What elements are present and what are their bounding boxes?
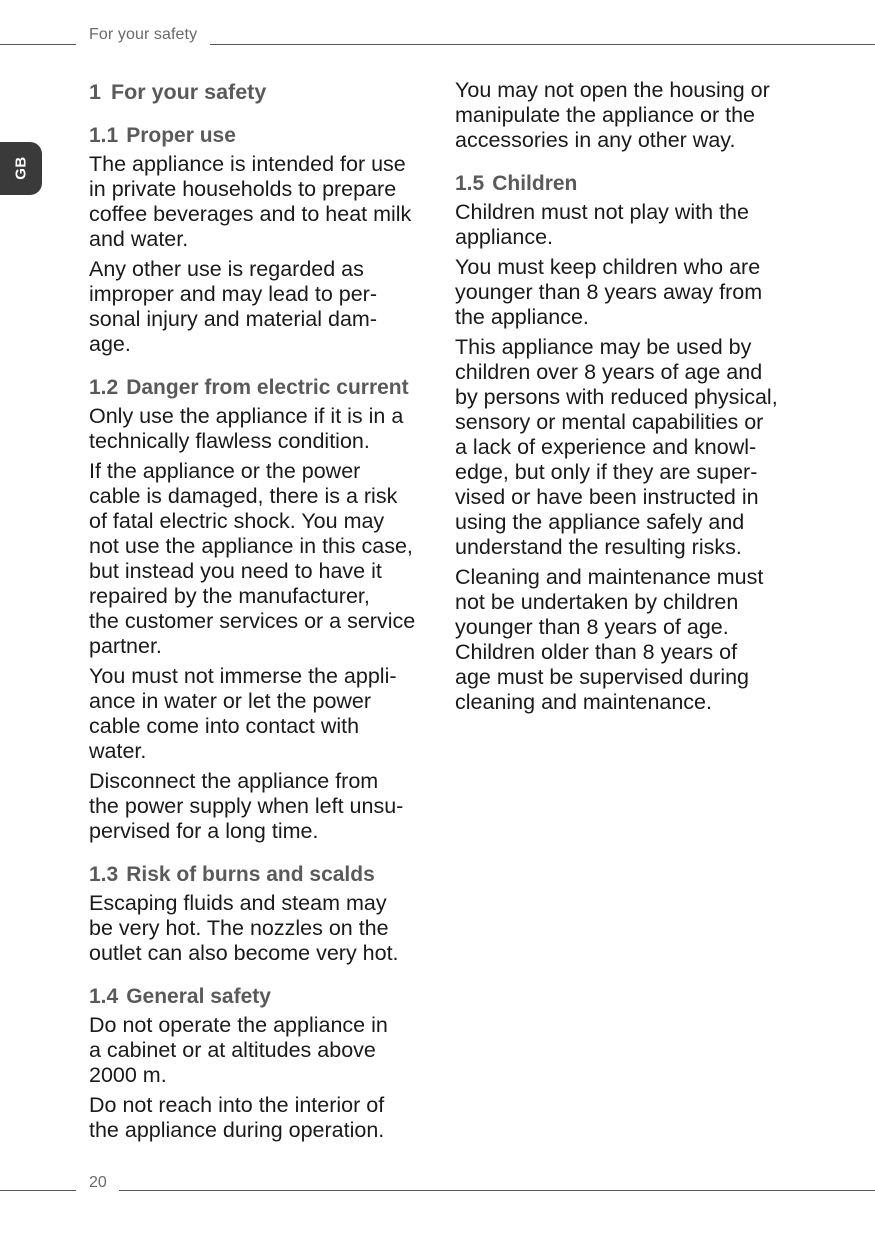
subsection-number: 1.4 <box>89 985 119 1008</box>
footer-rule-left <box>0 1190 76 1191</box>
language-tab <box>0 142 42 195</box>
page-footer <box>0 1170 875 1196</box>
left-column <box>89 78 429 1148</box>
right-column <box>455 78 795 720</box>
paragraph: Cleaning and maintenance must not be undertaken by children younger than 8 years of age. Children older than 8 years of age must be supervised during cleaning and maintenance. <box>455 565 764 714</box>
footer-rule-right <box>119 1190 875 1191</box>
subsection-title-text: General safety <box>126 985 271 1008</box>
section-title <box>89 80 429 105</box>
language-tab-label: GB <box>12 156 30 180</box>
subsection-number: 1.2 <box>89 376 119 399</box>
subsection-title-text: Danger from electric current <box>126 376 409 399</box>
paragraph: You may not open the housing or manipulate the appliance or the accessories in any other way. <box>455 78 770 152</box>
subsection-electric <box>89 375 429 844</box>
subsection-title <box>89 123 429 148</box>
paragraph: Do not operate the appliance in a cabinet or at altitudes above 2000 m. <box>89 1013 388 1087</box>
subsection-title <box>89 862 429 887</box>
paragraph: Do not reach into the interior of the appliance during operation. <box>89 1093 385 1142</box>
paragraph: Disconnect the appliance from the power supply when left unsu- pervised for a long time. <box>89 769 404 843</box>
subsection-number: 1.1 <box>89 124 119 147</box>
subsection-title <box>89 375 429 400</box>
paragraph: Only use the appliance if it is in a technically flawless condition. <box>89 404 404 453</box>
subsection-children <box>455 171 795 715</box>
paragraph: If the appliance or the power cable is damaged, there is a risk of fatal electric shock. You may not use the appliance in this case, but instead you need to have it repaired by the manufacturer, the customer services or a service partner. <box>89 459 416 658</box>
paragraph: Escaping fluids and steam may be very hot. The nozzles on the outlet can also become very hot. <box>89 891 399 965</box>
paragraph: The appliance is intended for use in private households to prepare coffee beverages and to heat milk and water. <box>89 152 412 251</box>
paragraph: You must not immerse the appli- ance in water or let the power cable come into contact with water. <box>89 664 397 763</box>
running-title: For your safety <box>89 26 198 43</box>
page-number: 20 <box>89 1174 107 1191</box>
subsection-title-text: Children <box>492 172 578 195</box>
subsection-title <box>89 984 429 1009</box>
paragraph: Any other use is regarded as improper and may lead to per- sonal injury and material dam- age. <box>89 257 378 356</box>
header-rule-left <box>0 44 76 45</box>
subsection-title-text: Proper use <box>126 124 236 147</box>
section-number: 1 <box>89 80 101 104</box>
paragraph: This appliance may be used by children over 8 years of age and by persons with reduced physical, sensory or mental capabilities or a lack of experience and knowl- edge, but only if they are super- vised or have been instructed in using the appliance safely and understand the resulting risks. <box>455 335 778 559</box>
subsection-title <box>455 171 795 196</box>
subsection-proper-use <box>89 123 429 357</box>
paragraph: Children must not play with the appliance. <box>455 200 749 249</box>
section-title-text: For your safety <box>110 80 267 104</box>
paragraph: You must keep children who are younger than 8 years away from the appliance. <box>455 255 763 329</box>
subsection-burns <box>89 862 429 966</box>
subsection-title-text: Risk of burns and scalds <box>126 863 375 886</box>
subsection-number: 1.5 <box>455 172 485 195</box>
subsection-general <box>89 984 429 1143</box>
subsection-number: 1.3 <box>89 863 119 886</box>
running-header <box>0 26 875 48</box>
header-rule-right <box>210 44 875 45</box>
